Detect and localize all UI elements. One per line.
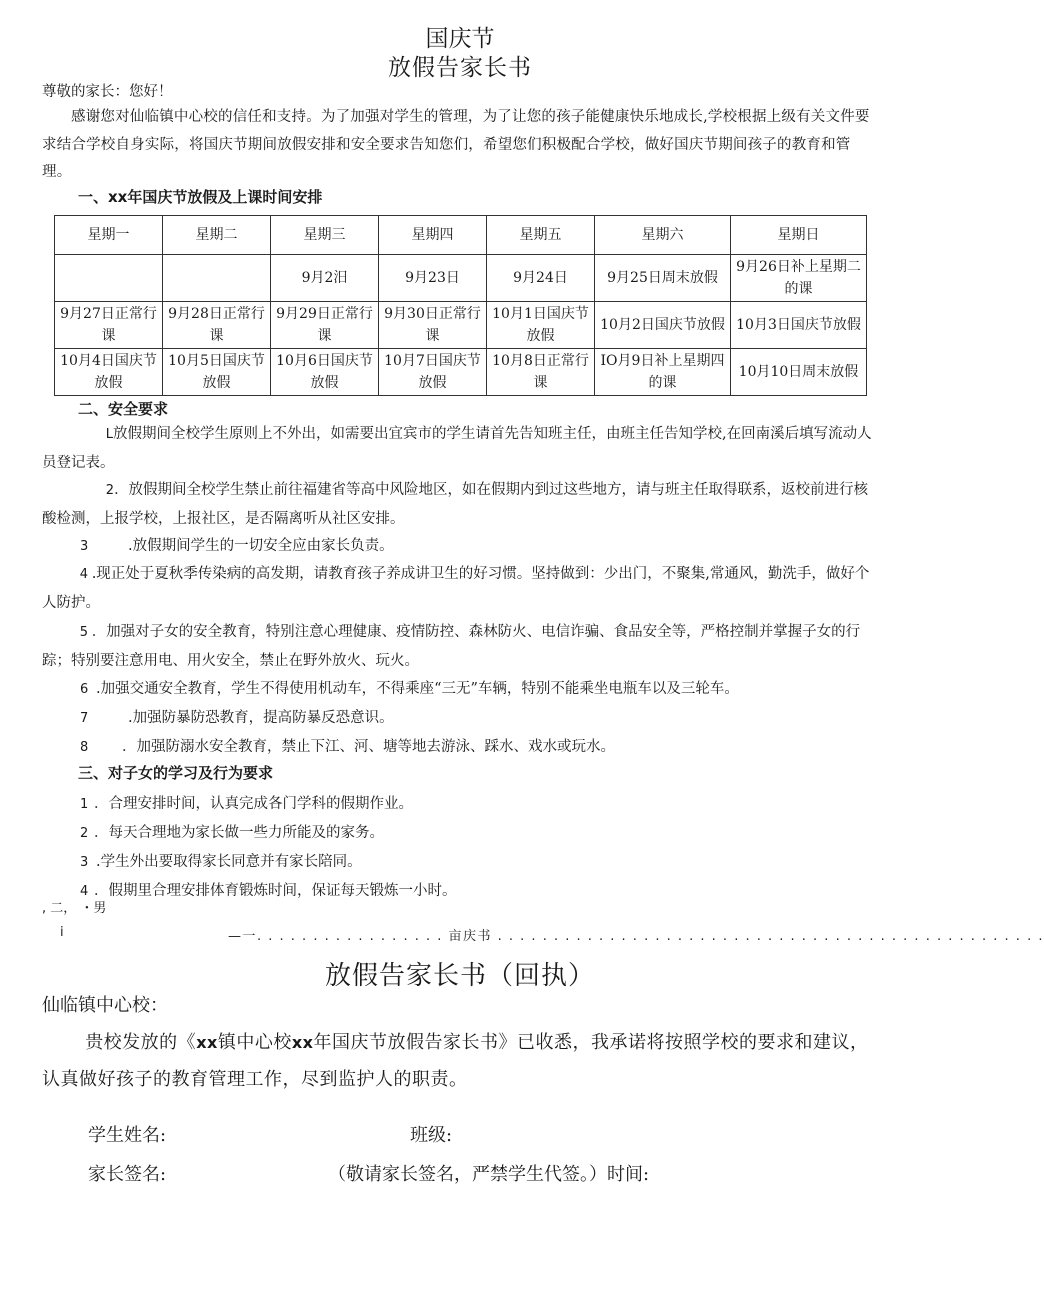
item-text: ．放假期间全校学生禁止前往福建省等高中风险地区，如在假期内到过这些地方，请与班主任取得联系，返校前进行核酸检测，上报学校，上报社区，是否隔离听从社区安排。: [42, 482, 869, 527]
schedule-cell: [55, 255, 163, 302]
class-field-label[interactable]: 班级:: [410, 1125, 453, 1146]
schedule-cell: 10月2日国庆节放假: [595, 302, 731, 349]
schedule-cell: 9月28日正常行课: [163, 302, 271, 349]
document-title-line2: 放假告家长书: [388, 55, 532, 81]
intro-paragraph: 感谢您对仙临镇中心校的信任和支持。为了加强对学生的管理，为了让您的孩子能健康快乐地成长,学校根据上级有关文件要求结合学校自身实际，将国庆节期间放假安排和安全要求告知您们，希望您们积极配合学校，做好国庆节期间孩子的教育和管理。: [42, 109, 870, 180]
schedule-header-cell: 星期一: [55, 216, 163, 255]
schedule-header-cell: 星期四: [379, 216, 487, 255]
section-heading-behavior: 三、对子女的学习及行为要求: [78, 764, 274, 782]
schedule-cell: 10月10日周末放假: [731, 349, 867, 396]
receipt-addressee: 仙临镇中心校：: [42, 995, 168, 1016]
schedule-cell: 10月7日国庆节放假: [379, 349, 487, 396]
behavior-item: [42, 790, 916, 819]
safety-item: [42, 618, 878, 675]
schedule-row: [55, 302, 867, 349]
safety-item: [42, 733, 916, 762]
salutation: 尊敬的家长：您好！: [42, 84, 173, 100]
receipt-body-part: 镇中心校: [217, 1032, 292, 1053]
student-name-field-label[interactable]: 学生姓名:: [88, 1125, 167, 1146]
safety-item: [42, 532, 916, 561]
schedule-cell: 10月8日正常行课: [487, 349, 595, 396]
item-text: ．加强防溺水安全教育，禁止下江、河、塘等地去游泳、踩水、戏水或玩水。: [122, 739, 615, 755]
schedule-cell: [163, 255, 271, 302]
item-number: 4: [80, 884, 89, 899]
receipt-body-bold: xx: [291, 1033, 314, 1052]
item-number: 2: [105, 483, 115, 498]
item-number: L: [105, 427, 114, 442]
schedule-cell: 10月1日国庆节放假: [487, 302, 595, 349]
item-text: ．每天合理地为家长做一些力所能及的家务。: [94, 825, 384, 841]
item-number: 4: [79, 567, 88, 582]
item-text: ．合理安排时间，认真完成各门学科的假期作业。: [94, 796, 413, 812]
schedule-row: [55, 349, 867, 396]
schedule-cell: 10月5日国庆节放假: [163, 349, 271, 396]
schedule-header-cell: 星期二: [163, 216, 271, 255]
schedule-cell: 9月25日周末放假: [595, 255, 731, 302]
item-text: .加强防暴防恐教育，提高防暴反恐意识。: [128, 710, 394, 726]
schedule-cell: 9月24日: [487, 255, 595, 302]
receipt-title: 放假告家长书（回执）: [324, 961, 595, 991]
item-text: ．加强对子女的安全教育，特别注意心理健康、疫情防控、森林防火、电信诈骗、食品安全等，严格控制并掌握子女的行踪；特别要注意用电、用火安全，禁止在野外放火、玩火。: [42, 624, 861, 669]
safety-item: [42, 704, 916, 733]
item-number: 3: [80, 539, 89, 554]
tear-off-left-mark: i: [60, 925, 64, 940]
item-number: 7: [80, 711, 89, 726]
schedule-cell: 9月2汨: [271, 255, 379, 302]
schedule-cell: 10月4日国庆节放假: [55, 349, 163, 396]
schedule-row: [55, 255, 867, 302]
item-text: 放假期间全校学生原则上不外出，如需要出宜宾市的学生请首先告知班主任，由班主任告知学校,在回南溪后填写流动人员登记表。: [42, 426, 872, 471]
item-number: 8: [80, 740, 89, 755]
schedule-cell: 9月29日正常行课: [271, 302, 379, 349]
schedule-header-row: [55, 216, 867, 255]
schedule-header-cell: 星期五: [487, 216, 595, 255]
schedule-cell: 10月6日国庆节放假: [271, 349, 379, 396]
item-text: ．假期里合理安排体育锻炼时间，保证每天锻炼一小时。: [94, 883, 457, 899]
receipt-body: [42, 1024, 878, 1098]
schedule-cell: IO月9日补上星期四的课: [595, 349, 731, 396]
behavior-item: [42, 819, 916, 848]
item-number: 1: [80, 797, 89, 812]
schedule-header-cell: 星期日: [731, 216, 867, 255]
section-heading-schedule: 一、xx年国庆节放假及上课时间安排: [78, 188, 323, 206]
item-text: .放假期间学生的一切安全应由家长负责。: [128, 538, 394, 554]
schedule-header-cell: 星期六: [595, 216, 731, 255]
item-text: .现正处于夏秋季传染病的高发期，请教育孩子养成讲卫生的好习惯。坚持做到：少出门，不聚集,常通风，勤洗手，做好个人防护。: [42, 566, 870, 611]
behavior-item: [42, 877, 916, 906]
stray-scan-mark: , 二， ・男: [42, 901, 107, 916]
schedule-cell: 9月30日正常行课: [379, 302, 487, 349]
schedule-table: [54, 215, 867, 396]
item-text: .加强交通安全教育，学生不得使用机动车，不得乘座“三无”车辆，特别不能乘坐电瓶车以及三轮车。: [96, 681, 739, 697]
schedule-cell: 9月26日补上星期二的课: [731, 255, 867, 302]
safety-item: [42, 476, 878, 533]
section-heading-safety: 二、安全要求: [78, 400, 169, 418]
receipt-body-part: 贵校发放的《: [85, 1032, 197, 1053]
schedule-cell: 9月23日: [379, 255, 487, 302]
schedule-header-cell: 星期三: [271, 216, 379, 255]
item-text: .学生外出要取得家长同意并有家长陪同。: [96, 854, 362, 870]
safety-item: [42, 560, 878, 617]
safety-item: [42, 675, 916, 704]
receipt-body-bold: xx: [196, 1033, 218, 1052]
document-title-line1: 国庆节: [425, 26, 495, 52]
item-number: 6: [80, 682, 89, 697]
item-number: 5: [79, 625, 88, 640]
signature-note: （敬请家长签名，严禁学生代签。）时间:: [328, 1164, 650, 1185]
schedule-cell: 10月3日国庆节放假: [731, 302, 867, 349]
receipt-body-part: 年国庆节放假告家长书》已收悉，我承诺将按照学校的要求和建议，认真做好孩子的教育管理工作，尽到监护人的职责。: [42, 1032, 869, 1090]
schedule-cell: 9月27日正常行课: [55, 302, 163, 349]
item-number: 3: [80, 855, 89, 870]
behavior-item: [42, 848, 916, 877]
parent-signature-field-label[interactable]: 家长签名:: [88, 1164, 167, 1185]
item-number: 2: [80, 826, 89, 841]
tear-off-dotted-text: —一. . . . . . . . . . . . . . . . . 亩庆书 . . . . . . . . . . . . . . . . . . . . . . . . . . . . . . . . . . . . . . . . . . . . . . . . .: [228, 929, 1044, 944]
safety-item: [42, 420, 878, 477]
